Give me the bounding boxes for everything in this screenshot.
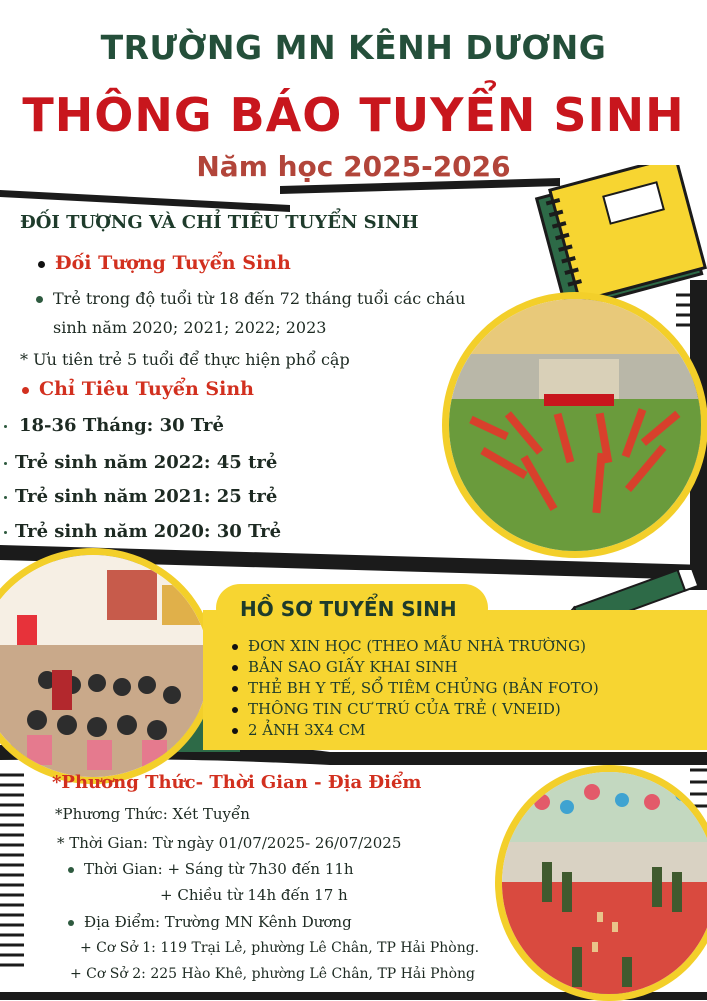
bullet-icon	[38, 261, 45, 268]
time-range-line: * Thời Gian: Từ ngày 01/07/2025- 26/07/2025	[57, 834, 402, 852]
bullet-icon	[232, 644, 238, 650]
page-title: THÔNG BÁO TUYỂN SINH	[22, 88, 685, 142]
doi-tuong-label: Đối Tượng Tuyển Sinh	[38, 252, 291, 274]
doi-tuong-line2: sinh năm 2020; 2021; 2022; 2023	[53, 318, 327, 337]
ho-so-item: BẢN SAO GIẤY KHAI SINH	[232, 658, 458, 676]
ho-so-item: ĐƠN XIN HỌC (THEO MẪU NHÀ TRƯỜNG)	[232, 637, 586, 655]
photo-playground	[495, 765, 707, 1001]
doi-tuong-line1: Trẻ trong độ tuổi từ 18 đến 72 tháng tuổi các cháu	[36, 289, 465, 308]
bullet-icon	[232, 707, 238, 713]
phuong-thuc-heading: *Phương Thức- Thời Gian - Địa Điểm	[52, 772, 422, 793]
ho-so-item: THẺ BH Y TẾ, SỔ TIÊM CHỦNG (BẢN FOTO)	[232, 679, 599, 697]
ho-so-title: HỒ SƠ TUYỂN SINH	[240, 597, 457, 621]
bullet-icon	[4, 531, 7, 534]
photo-schoolyard	[442, 292, 707, 558]
bullet-icon	[232, 686, 238, 692]
uu-tien-note: * Ưu tiên trẻ 5 tuổi để thực hiện phổ cập	[20, 350, 350, 369]
bullet-icon	[4, 425, 7, 428]
bullet-icon	[68, 867, 74, 873]
time-afternoon-line: + Chiều từ 14h đến 17 h	[160, 886, 348, 904]
time-line: Thời Gian: + Sáng từ 7h30 đến 11h	[68, 860, 354, 878]
bullet-icon	[232, 728, 238, 734]
campus1-line: + Cơ Sở 1: 119 Trại Lẻ, phường Lê Chân, TP Hải Phòng.	[80, 940, 480, 956]
chi-tieu-item: Trẻ sinh năm 2022: 45 trẻ	[4, 452, 277, 473]
location-line: Địa Điểm: Trường MN Kênh Dương	[68, 913, 352, 931]
bullet-icon	[22, 387, 29, 394]
chi-tieu-item: Trẻ sinh năm 2021: 25 trẻ	[4, 486, 277, 507]
method-line: *Phương Thức: Xét Tuyển	[55, 805, 250, 823]
bullet-icon	[4, 496, 7, 499]
section-heading-enrollment: ĐỐI TƯỢNG VÀ CHỈ TIÊU TUYỂN SINH	[20, 212, 419, 233]
bullet-icon	[4, 462, 7, 465]
school-name: TRƯỜNG MN KÊNH DƯƠNG	[100, 28, 607, 67]
ho-so-item: THÔNG TIN CƯ TRÚ CỦA TRẺ ( VNEID)	[232, 700, 561, 718]
campus2-line: + Cơ Sở 2: 225 Hào Khê, phường Lê Chân, TP Hải Phòng	[70, 966, 475, 982]
bullet-icon	[68, 920, 74, 926]
bullet-icon	[36, 296, 43, 303]
chi-tieu-item: Trẻ sinh năm 2020: 30 Trẻ	[4, 521, 281, 542]
chi-tieu-item: 18-36 Tháng: 30 Trẻ	[4, 415, 224, 436]
chi-tieu-label: Chỉ Tiêu Tuyển Sinh	[22, 378, 254, 400]
notebook-illustration	[520, 165, 707, 315]
bullet-icon	[232, 665, 238, 671]
school-year: Năm học 2025-2026	[196, 150, 511, 183]
ho-so-item: 2 ẢNH 3X4 CM	[232, 721, 366, 739]
